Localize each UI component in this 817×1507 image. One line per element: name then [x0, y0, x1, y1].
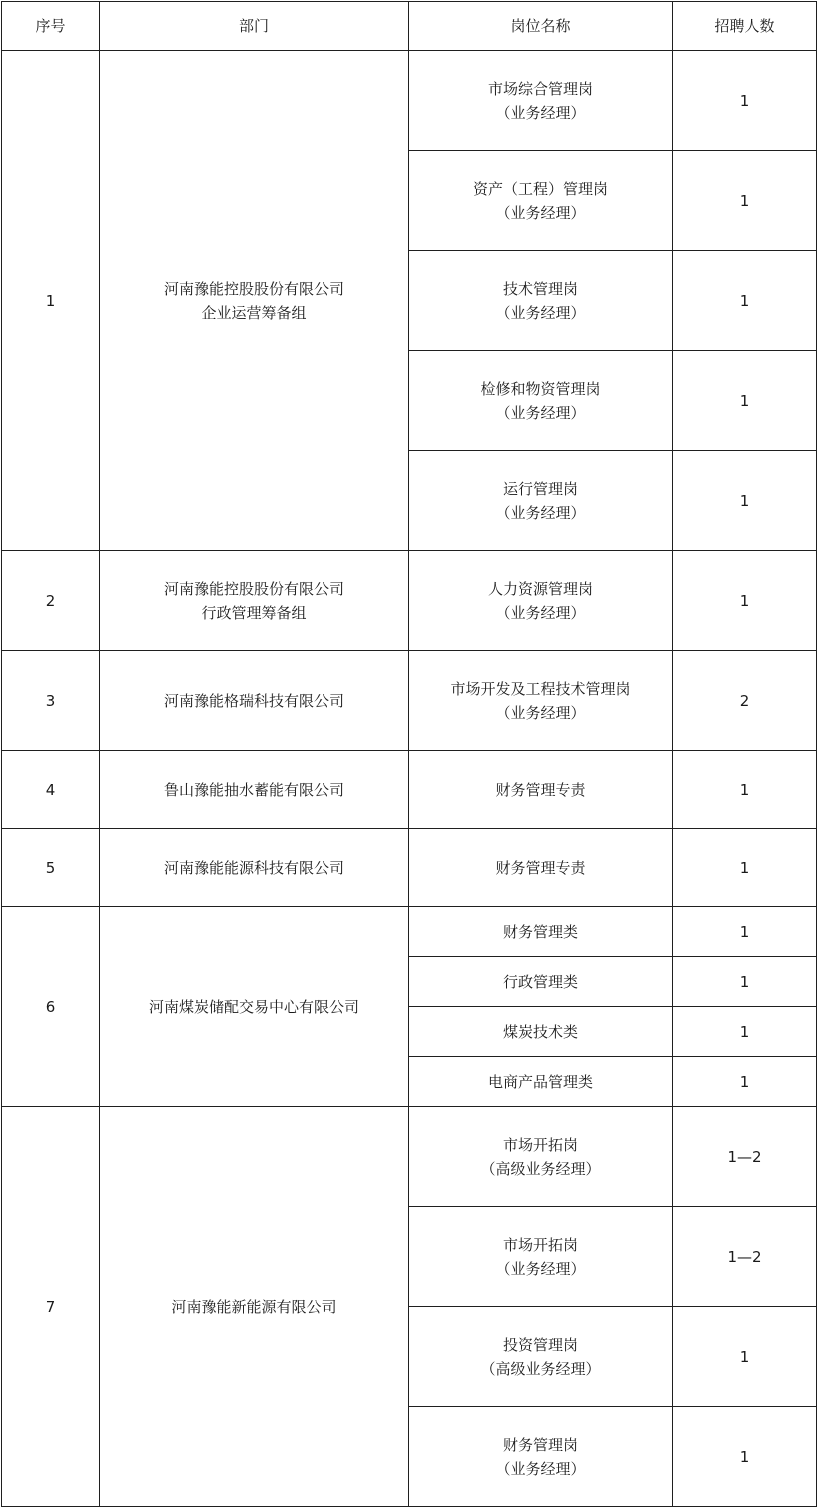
seq-cell: 7 [2, 1107, 100, 1507]
position-cell: 技术管理岗 （业务经理） [409, 251, 673, 351]
position-cell: 财务管理专责 [409, 829, 673, 907]
count-cell: 1 [673, 957, 817, 1007]
seq-cell: 3 [2, 651, 100, 751]
count-cell: 1 [673, 1407, 817, 1507]
position-cell: 市场开拓岗 （业务经理） [409, 1207, 673, 1307]
position-cell: 财务管理类 [409, 907, 673, 957]
position-cell: 煤炭技术类 [409, 1007, 673, 1057]
seq-cell: 2 [2, 551, 100, 651]
seq-cell: 1 [2, 51, 100, 551]
count-cell: 1—2 [673, 1107, 817, 1207]
count-cell: 1 [673, 1307, 817, 1407]
position-cell: 资产（工程）管理岗 （业务经理） [409, 151, 673, 251]
table-row [2, 1107, 817, 1207]
header-seq: 序号 [2, 2, 100, 51]
position-cell: 人力资源管理岗 （业务经理） [409, 551, 673, 651]
count-cell: 1 [673, 551, 817, 651]
position-cell: 市场综合管理岗 （业务经理） [409, 51, 673, 151]
dept-cell: 河南豫能控股股份有限公司 企业运营筹备组 [100, 51, 409, 551]
table-row [2, 751, 817, 829]
count-cell: 1 [673, 151, 817, 251]
count-cell: 1 [673, 251, 817, 351]
position-cell: 市场开发及工程技术管理岗 （业务经理） [409, 651, 673, 751]
count-cell: 1 [673, 907, 817, 957]
header-dept: 部门 [100, 2, 409, 51]
count-cell: 1 [673, 829, 817, 907]
dept-cell: 鲁山豫能抽水蓄能有限公司 [100, 751, 409, 829]
table-row [2, 651, 817, 751]
position-cell: 运行管理岗 （业务经理） [409, 451, 673, 551]
dept-cell: 河南豫能控股股份有限公司 行政管理筹备组 [100, 551, 409, 651]
position-cell: 检修和物资管理岗 （业务经理） [409, 351, 673, 451]
header-position: 岗位名称 [409, 2, 673, 51]
table-row [2, 907, 817, 957]
dept-cell: 河南豫能格瑞科技有限公司 [100, 651, 409, 751]
count-cell: 1 [673, 751, 817, 829]
count-cell: 1 [673, 1007, 817, 1057]
seq-cell: 5 [2, 829, 100, 907]
dept-cell: 河南煤炭储配交易中心有限公司 [100, 907, 409, 1107]
seq-cell: 4 [2, 751, 100, 829]
table-row [2, 551, 817, 651]
position-cell: 行政管理类 [409, 957, 673, 1007]
recruitment-table [1, 1, 817, 1507]
dept-cell: 河南豫能能源科技有限公司 [100, 829, 409, 907]
count-cell: 1 [673, 351, 817, 451]
table-row [2, 829, 817, 907]
count-cell: 1 [673, 51, 817, 151]
position-cell: 市场开拓岗 （高级业务经理） [409, 1107, 673, 1207]
position-cell: 财务管理专责 [409, 751, 673, 829]
count-cell: 1 [673, 1057, 817, 1107]
table-row [2, 51, 817, 151]
position-cell: 投资管理岗 （高级业务经理） [409, 1307, 673, 1407]
count-cell: 1—2 [673, 1207, 817, 1307]
seq-cell: 6 [2, 907, 100, 1107]
position-cell: 财务管理岗 （业务经理） [409, 1407, 673, 1507]
count-cell: 1 [673, 451, 817, 551]
dept-cell: 河南豫能新能源有限公司 [100, 1107, 409, 1507]
count-cell: 2 [673, 651, 817, 751]
position-cell: 电商产品管理类 [409, 1057, 673, 1107]
header-count: 招聘人数 [673, 2, 817, 51]
table-header-row [2, 2, 817, 51]
